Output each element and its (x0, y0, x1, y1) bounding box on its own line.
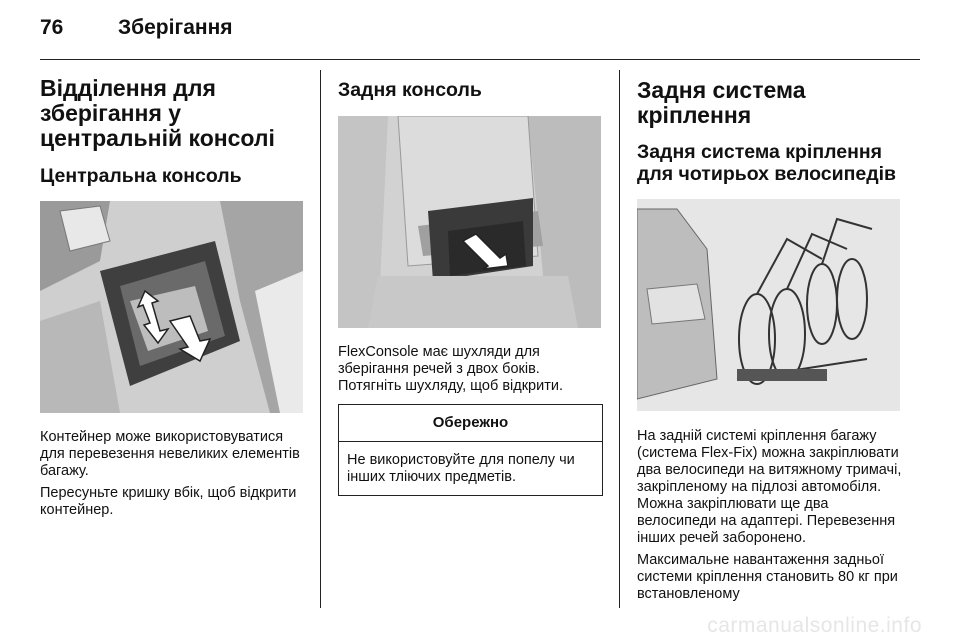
header-rule (40, 59, 920, 60)
rear-carrier-text-2: Максимальне навантаження задньої системи кріплення становить 80 кг при встановленому (637, 552, 898, 602)
page-number: 76 (40, 16, 64, 39)
rear-carrier-heading: Задня система кріплення (637, 77, 806, 128)
column-3 (637, 70, 907, 603)
rear-console-illustration (338, 116, 601, 328)
caution-title: Обережно (339, 405, 602, 442)
column-divider-2 (619, 70, 620, 608)
caution-text: Не використовуйте для попелу чи інших тліючих предметів. (347, 452, 575, 485)
rear-carrier-text-1: На задній системі кріплення багажу (система Flex-Fix) можна закріплювати два велосипеди на витяжному тримачі, закріпленому на підлозі автомобіля. Можна закріплювати ще два велосипеди на адаптері. Перевезення інших речей заборонено. (637, 428, 902, 546)
bicycle-carrier-illustration (637, 199, 900, 411)
central-console-illustration (40, 201, 303, 413)
column-1 (40, 70, 305, 519)
rear-console-heading: Задня консоль (338, 79, 482, 101)
section-title: Зберігання (118, 16, 233, 39)
column-divider-1 (320, 70, 321, 608)
central-console-subheading: Центральна консоль (40, 165, 242, 187)
central-console-text-1: Контейнер може використовуватися для перевезення невеликих елементів багажу. (40, 429, 300, 479)
rear-console-text: FlexConsole має шухляди для зберігання речей з двох боків. Потягніть шухляду, щоб відкрити. (338, 344, 563, 394)
central-console-text-2: Пересуньте кришку вбік, щоб відкрити контейнер. (40, 485, 297, 518)
column-2 (338, 70, 603, 496)
watermark: carmanualsonline.info (707, 614, 922, 637)
page-header (40, 16, 233, 40)
central-console-heading: Відділення для зберігання у центральній консолі (40, 75, 275, 151)
caution-box (338, 404, 603, 496)
rear-carrier-subheading: Задня система кріплення для чотирьох велосипедів (637, 141, 897, 185)
